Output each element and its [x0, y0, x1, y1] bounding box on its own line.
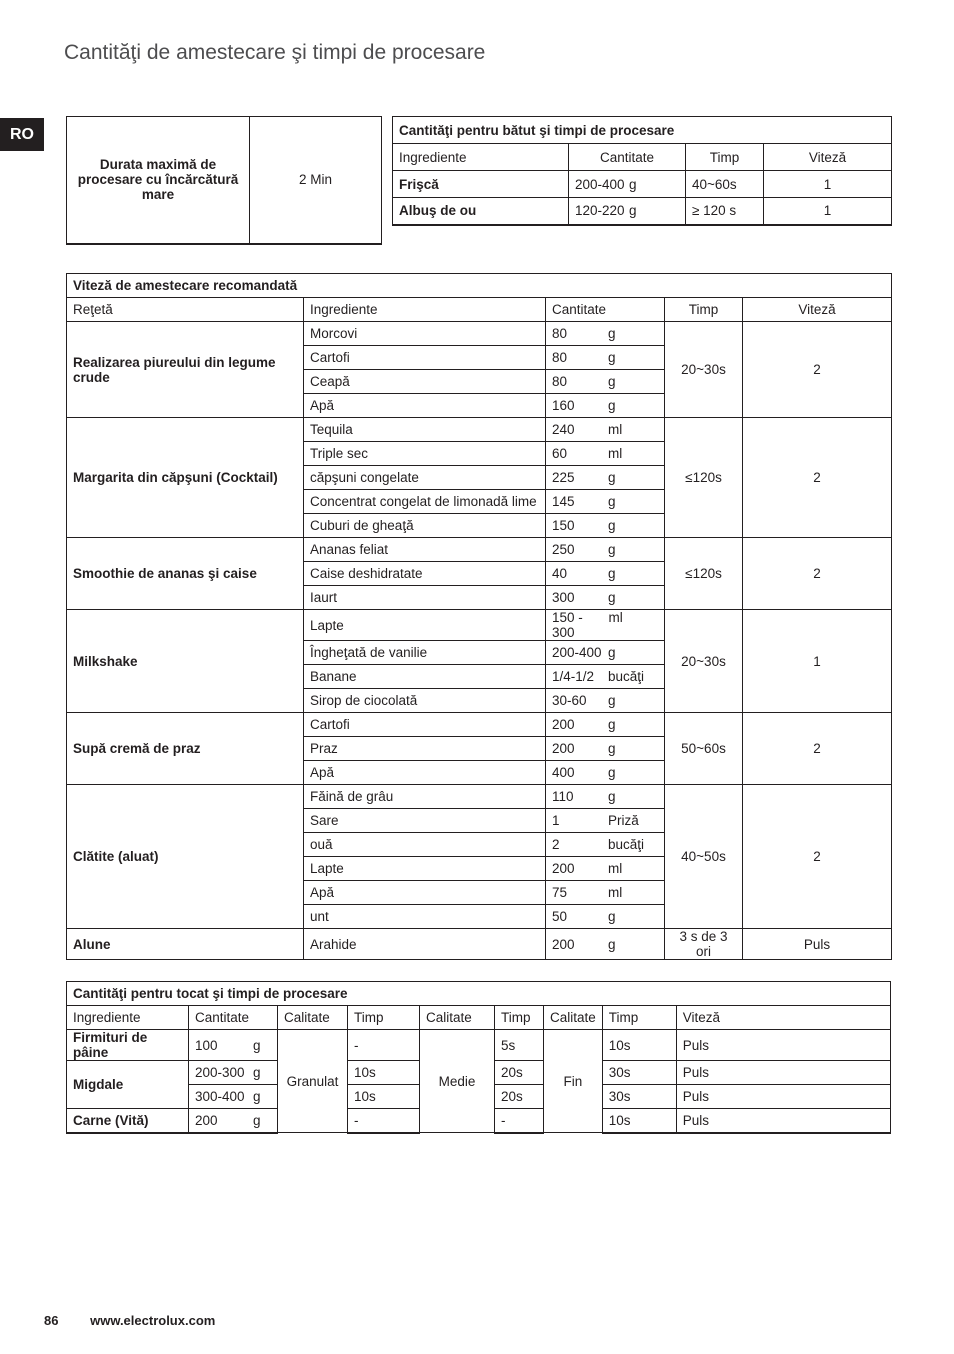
ingredient-cell: Sirop de ciocolată [304, 689, 546, 713]
header-cell: Ingrediente [67, 1006, 189, 1030]
ingredient-cell: Firmituri de pâine [67, 1030, 189, 1061]
time-cell: 40~60s [686, 171, 764, 198]
quantity-unit: g [608, 765, 616, 780]
quantity-value: 225 [552, 470, 575, 485]
quantity-unit: g [608, 494, 616, 509]
quantity-unit: g [629, 203, 637, 219]
quantity-value: 2 [552, 837, 560, 852]
quantity-unit: g [608, 590, 616, 605]
quantity-cell [546, 370, 665, 394]
quantity-cell [546, 538, 665, 562]
quantity-value: 200 [552, 861, 575, 876]
header-cell: Viteză [743, 298, 892, 322]
header-cell: Calitate [420, 1006, 495, 1030]
quantity-unit: Priză [608, 813, 639, 828]
quantity-unit: ml [608, 861, 623, 876]
ingredient-cell: Concentrat congelat de limonadă lime [304, 490, 546, 514]
quantity-cell [569, 198, 686, 225]
time-cell: ≤120s [665, 418, 743, 538]
ingredient-cell: Iaurt [304, 586, 546, 610]
quality-cell: Granulat [278, 1030, 348, 1133]
ingredient-cell: Sare [304, 809, 546, 833]
quantity-unit: g [608, 693, 616, 708]
time-cell: - [348, 1109, 420, 1133]
chopping-table-title: Cantităţi pentru tocat şi timpi de procesare [67, 982, 891, 1006]
quantity-cell [546, 737, 665, 761]
speed-cell: 2 [743, 713, 892, 785]
ingredient-cell: Albuş de ou [393, 198, 569, 225]
table-row [67, 322, 892, 346]
ingredient-cell: Apă [304, 394, 546, 418]
quantity-cell [546, 394, 665, 418]
table-row [67, 713, 892, 737]
time-cell: ≥ 120 s [686, 198, 764, 225]
quantity-value: 300 [552, 590, 575, 605]
quantity-value: 145 [552, 494, 575, 509]
quantity-unit: g [608, 936, 616, 952]
quantity-value: 300-400 [195, 1089, 245, 1104]
quantity-value: 400 [552, 765, 575, 780]
time-cell: 20s [495, 1085, 544, 1109]
time-cell: ≤120s [665, 538, 743, 610]
table-row [67, 418, 892, 442]
quantity-cell [546, 610, 665, 641]
quantity-value: 30-60 [552, 693, 587, 708]
quantity-unit: ml [608, 422, 623, 437]
header-cell: Viteză [764, 144, 892, 171]
header-cell: Calitate [278, 1006, 348, 1030]
ingredient-cell: Apă [304, 881, 546, 905]
time-cell: 50~60s [665, 713, 743, 785]
quantity-value: 1 [552, 813, 560, 828]
quantity-value: 1/4-1/2 [552, 669, 595, 684]
speed-cell: 1 [764, 171, 892, 198]
quantity-unit: g [608, 326, 616, 341]
ingredient-cell: Caise deshidratate [304, 562, 546, 586]
quantity-unit: g [608, 717, 616, 732]
speed-cell: Puls [743, 929, 892, 960]
header-cell: Reţetă [67, 298, 304, 322]
table-row [67, 610, 892, 641]
language-tab: RO [0, 118, 44, 151]
quantity-cell [546, 322, 665, 346]
quantity-cell [546, 785, 665, 809]
quantity-cell [546, 562, 665, 586]
quantity-unit: bucăţi [608, 837, 645, 852]
ingredient-cell: Ceapă [304, 370, 546, 394]
quantity-value: 200-400 [575, 176, 625, 192]
quantity-value: 200 [552, 936, 575, 952]
quantity-value: 75 [552, 885, 568, 900]
ingredient-cell: Triple sec [304, 442, 546, 466]
quantity-value: 120-220 [575, 203, 625, 219]
page-title: Cantităţi de amestecare şi timpi de procesare [64, 41, 486, 64]
quantity-unit: g [629, 176, 637, 192]
speed-cell: Puls [676, 1085, 890, 1109]
quantity-cell [546, 857, 665, 881]
quantity-value: 50 [552, 909, 568, 924]
ingredient-cell: Tequila [304, 418, 546, 442]
page-footer [44, 1313, 215, 1328]
ingredient-cell: Îngheţată de vanilie [304, 641, 546, 665]
ingredient-cell: unt [304, 905, 546, 929]
mixing-speed-table [66, 273, 892, 960]
quantity-cell [546, 761, 665, 785]
quantity-cell [189, 1061, 278, 1085]
header-cell: Timp [495, 1006, 544, 1030]
table-row [67, 785, 892, 809]
recipe-name-cell: Margarita din căpşuni (Cocktail) [67, 418, 304, 538]
max-duration-table [66, 116, 382, 245]
quantity-cell [546, 689, 665, 713]
header-cell: Timp [686, 144, 764, 171]
chopping-table [66, 981, 891, 1134]
quantity-value: 200 [552, 741, 575, 756]
table-row [393, 171, 892, 198]
max-duration-value: 2 Min [250, 117, 382, 244]
footer-url: www.electrolux.com [90, 1313, 216, 1328]
quantity-unit: ml [608, 446, 623, 461]
table-row [67, 538, 892, 562]
time-cell: 5s [495, 1030, 544, 1061]
whipping-table [392, 116, 892, 226]
table-row [393, 198, 892, 225]
quantity-value: 160 [552, 398, 575, 413]
quality-cell: Fin [544, 1030, 603, 1133]
header-cell: Cantitate [569, 144, 686, 171]
recipe-name-cell: Supă cremă de praz [67, 713, 304, 785]
ingredient-cell: Frişcă [393, 171, 569, 198]
ingredient-cell: Cuburi de gheaţă [304, 514, 546, 538]
quantity-cell [546, 442, 665, 466]
quantity-value: 80 [552, 326, 568, 341]
header-cell: Ingrediente [393, 144, 569, 171]
quantity-unit: g [253, 1089, 261, 1104]
speed-cell: 2 [743, 418, 892, 538]
header-cell: Cantitate [189, 1006, 278, 1030]
quantity-unit: bucăţi [608, 669, 645, 684]
recipe-name-cell: Clătite (aluat) [67, 785, 304, 929]
quantity-cell [546, 490, 665, 514]
ingredient-cell: Lapte [304, 857, 546, 881]
ingredient-cell: Arahide [304, 929, 546, 960]
ingredient-cell: Ananas feliat [304, 538, 546, 562]
quantity-unit: g [608, 374, 616, 389]
header-cell: Ingrediente [304, 298, 546, 322]
quantity-cell [189, 1085, 278, 1109]
quantity-value: 150 [552, 518, 575, 533]
quantity-value: 240 [552, 422, 575, 437]
quantity-cell [546, 713, 665, 737]
header-cell: Calitate [544, 1006, 603, 1030]
quantity-unit: g [608, 350, 616, 365]
header-cell: Timp [348, 1006, 420, 1030]
quantity-cell [189, 1109, 278, 1133]
time-cell: 30s [602, 1061, 676, 1085]
quantity-cell [189, 1030, 278, 1061]
quantity-value: 60 [552, 446, 568, 461]
time-cell: 30s [602, 1085, 676, 1109]
speed-cell: Puls [676, 1061, 890, 1085]
quantity-unit: g [608, 566, 616, 581]
quantity-value: 150 - 300 [552, 610, 583, 640]
header-cell: Viteză [676, 1006, 890, 1030]
quantity-cell [546, 929, 665, 960]
ingredient-cell: Morcovi [304, 322, 546, 346]
max-duration-label: Durata maximă de procesare cu încărcătură mare [67, 117, 250, 244]
header-cell: Timp [665, 298, 743, 322]
time-cell: 10s [602, 1109, 676, 1133]
quantity-value: 100 [195, 1037, 218, 1053]
quantity-value: 200-400 [552, 645, 602, 660]
time-cell: - [348, 1030, 420, 1061]
speed-cell: 1 [743, 610, 892, 713]
recipe-name-cell: Smoothie de ananas şi caise [67, 538, 304, 610]
time-cell: 20~30s [665, 322, 743, 418]
quantity-cell [569, 171, 686, 198]
ingredient-cell: Făină de grâu [304, 785, 546, 809]
recipe-name-cell: Realizarea piureului din legume crude [67, 322, 304, 418]
quantity-unit: g [253, 1112, 261, 1128]
mixing-table-title: Viteză de amestecare recomandată [67, 274, 892, 298]
quantity-cell [546, 833, 665, 857]
quantity-unit: g [608, 398, 616, 413]
quantity-cell [546, 905, 665, 929]
page-number: 86 [44, 1313, 59, 1328]
time-cell: 10s [348, 1061, 420, 1085]
quantity-cell [546, 641, 665, 665]
quantity-cell [546, 346, 665, 370]
ingredient-cell: Carne (Vită) [67, 1109, 189, 1133]
quantity-value: 40 [552, 566, 568, 581]
quantity-value: 200 [552, 717, 575, 732]
time-cell: 20s [495, 1061, 544, 1085]
recipe-name-cell: Alune [67, 929, 304, 960]
time-cell: - [495, 1109, 544, 1133]
time-cell: 40~50s [665, 785, 743, 929]
header-cell: Cantitate [546, 298, 665, 322]
quantity-value: 80 [552, 374, 568, 389]
ingredient-cell: Banane [304, 665, 546, 689]
ingredient-cell: Cartofi [304, 713, 546, 737]
quantity-cell [546, 665, 665, 689]
recipe-name-cell: Milkshake [67, 610, 304, 713]
speed-cell: 2 [743, 785, 892, 929]
whipping-table-title: Cantităţi pentru bătut şi timpi de procesare [393, 117, 892, 144]
quantity-value: 200-300 [195, 1065, 245, 1080]
quantity-cell [546, 881, 665, 905]
quantity-value: 250 [552, 542, 575, 557]
speed-cell: Puls [676, 1109, 890, 1133]
time-cell: 10s [348, 1085, 420, 1109]
quantity-unit: g [608, 741, 616, 756]
quantity-unit: g [608, 518, 616, 533]
quantity-unit: g [608, 542, 616, 557]
quantity-cell [546, 514, 665, 538]
speed-cell: 1 [764, 198, 892, 225]
quantity-unit: ml [608, 885, 623, 900]
quantity-unit: g [608, 470, 616, 485]
time-cell: 10s [602, 1030, 676, 1061]
time-cell: 20~30s [665, 610, 743, 713]
quantity-unit: ml [608, 610, 623, 625]
quantity-value: 200 [195, 1112, 218, 1128]
quantity-unit: g [253, 1037, 261, 1053]
speed-cell: Puls [676, 1030, 890, 1061]
quantity-cell [546, 418, 665, 442]
quantity-unit: g [253, 1065, 261, 1080]
header-cell: Timp [602, 1006, 676, 1030]
ingredient-cell: Cartofi [304, 346, 546, 370]
quantity-unit: g [608, 909, 616, 924]
ingredient-cell: Lapte [304, 610, 546, 641]
ingredient-cell: Praz [304, 737, 546, 761]
ingredient-cell: ouă [304, 833, 546, 857]
quantity-cell [546, 466, 665, 490]
speed-cell: 2 [743, 538, 892, 610]
quantity-unit: g [608, 645, 616, 660]
quantity-unit: g [608, 789, 616, 804]
quantity-value: 110 [552, 789, 574, 804]
quality-cell: Medie [420, 1030, 495, 1133]
ingredient-cell: Migdale [67, 1061, 189, 1109]
ingredient-cell: căpşuni congelate [304, 466, 546, 490]
table-row [67, 929, 892, 960]
table-row [67, 1030, 891, 1061]
time-cell: 3 s de 3 ori [665, 929, 743, 960]
ingredient-cell: Apă [304, 761, 546, 785]
quantity-value: 80 [552, 350, 568, 365]
quantity-cell [546, 809, 665, 833]
quantity-cell [546, 586, 665, 610]
speed-cell: 2 [743, 322, 892, 418]
